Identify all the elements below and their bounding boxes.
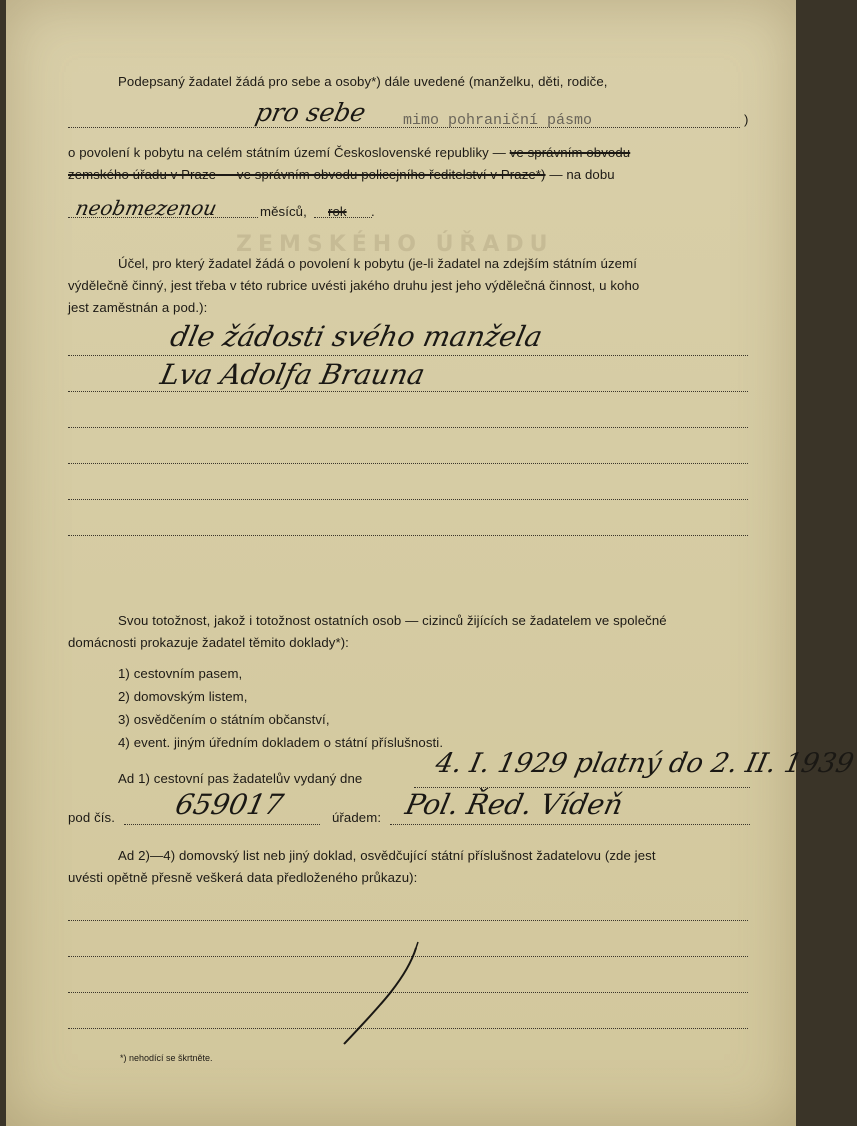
passport-ad1-label: Ad 1) cestovní pas žadatelův vydaný dne: [118, 771, 363, 786]
passport-hand-issued: 4. I. 1929 platný do 2. II. 1939: [432, 748, 857, 779]
p3-item-1-text: cestovním pasem,: [133, 666, 243, 681]
p2-fill-line6: [68, 535, 748, 536]
p1-line3: [68, 145, 630, 160]
passport-office-line: [390, 824, 750, 825]
p2-fill-line2: [68, 391, 748, 392]
p3-item-3: [118, 712, 330, 727]
p3-item-2-num: 2): [118, 689, 130, 704]
p1-line3-text: o povolení k pobytu na celém státním území Československé republiky —: [68, 145, 506, 160]
cancellation-stroke: [336, 940, 426, 1050]
p2-line1: Účel, pro který žadatel žádá o povolení k pobytu (je-li žadatel na zdejším státním území: [118, 256, 637, 271]
p2-hand-line2: Lva Adolfa Brauna: [157, 358, 428, 391]
p4-line1: Ad 2)—4) domovský list neb jiný doklad, osvědčující státní příslušnost žadatelovu (zde jest: [118, 848, 656, 863]
p1-months-label: měsíců,: [260, 204, 307, 219]
p1-line4: [68, 167, 615, 182]
p3-item-1: [118, 666, 242, 681]
p1-close-paren: ): [744, 112, 749, 127]
p1-line4-strike: zemského úřadu v Praze — ve správním obvodu policejního ředitelství v Praze*): [68, 167, 546, 182]
p1-year-strike: rok: [328, 204, 347, 219]
passport-office-label: úřadem:: [332, 810, 382, 825]
p3-item-3-num: 3): [118, 712, 130, 727]
p3-item-4-num: 4): [118, 735, 130, 750]
p1-line4-text: — na dobu: [549, 167, 615, 182]
p2-hand-line1: dle žádosti svého manžela: [167, 320, 546, 353]
p3-item-2-text: domovským listem,: [133, 689, 248, 704]
p1-hand-pro-sebe: pro sebe: [252, 98, 369, 127]
p1-typed-zone: mimo pohraniční pásmo: [403, 112, 593, 129]
cancellation-stroke-path: [344, 948, 416, 1044]
p2-fill-line1: [68, 355, 748, 356]
p3-item-4-text: event. jiným úředním dokladem o státní příslušnosti.: [133, 735, 444, 750]
p1-line3-strike: ve správním obvodu: [509, 145, 631, 160]
p2-fill-line3: [68, 427, 748, 428]
p1-hand-duration: neobmezenou: [73, 196, 220, 220]
passport-hand-office: Pol. Řed. Vídeň: [402, 788, 626, 821]
p3-line1: Svou totožnost, jakož i totožnost ostatních osob — cizinců žijících se žadatelem ve společné: [118, 613, 667, 628]
cancellation-tick-path: [414, 942, 418, 954]
p2-fill-line4: [68, 463, 748, 464]
p3-item-2: [118, 689, 248, 704]
faint-stamp: ZEMSKÉHO ÚŘADU: [236, 232, 554, 257]
p3-item-3-text: osvědčením o státním občanství,: [133, 712, 330, 727]
footnote: *) nehodící se škrtněte.: [120, 1053, 213, 1063]
form-page: [6, 0, 857, 1126]
p3-item-4: [118, 735, 443, 750]
p4-fill-line1: [68, 920, 748, 921]
p3-item-1-num: 1): [118, 666, 130, 681]
p2-line3: jest zaměstnán a pod.):: [68, 300, 208, 315]
passport-number-label: pod čís.: [68, 810, 115, 825]
p4-line2: uvésti opětně přesně veškerá data předloženého průkazu):: [68, 870, 418, 885]
p2-fill-line5: [68, 499, 748, 500]
p2-line2: výdělečně činný, jest třeba v této rubrice uvésti jakého druhu jest jeho výdělečná činnost, u koho: [68, 278, 640, 293]
passport-hand-number: 659017: [172, 788, 287, 821]
p1-end-dot: .: [371, 204, 375, 219]
p1-line1: Podepsaný žadatel žádá pro sebe a osoby*) dále uvedené (manželku, děti, rodiče,: [118, 74, 608, 89]
passport-number-line: [124, 824, 320, 825]
p3-line2: domácnosti prokazuje žadatel těmito doklady*):: [68, 635, 349, 650]
